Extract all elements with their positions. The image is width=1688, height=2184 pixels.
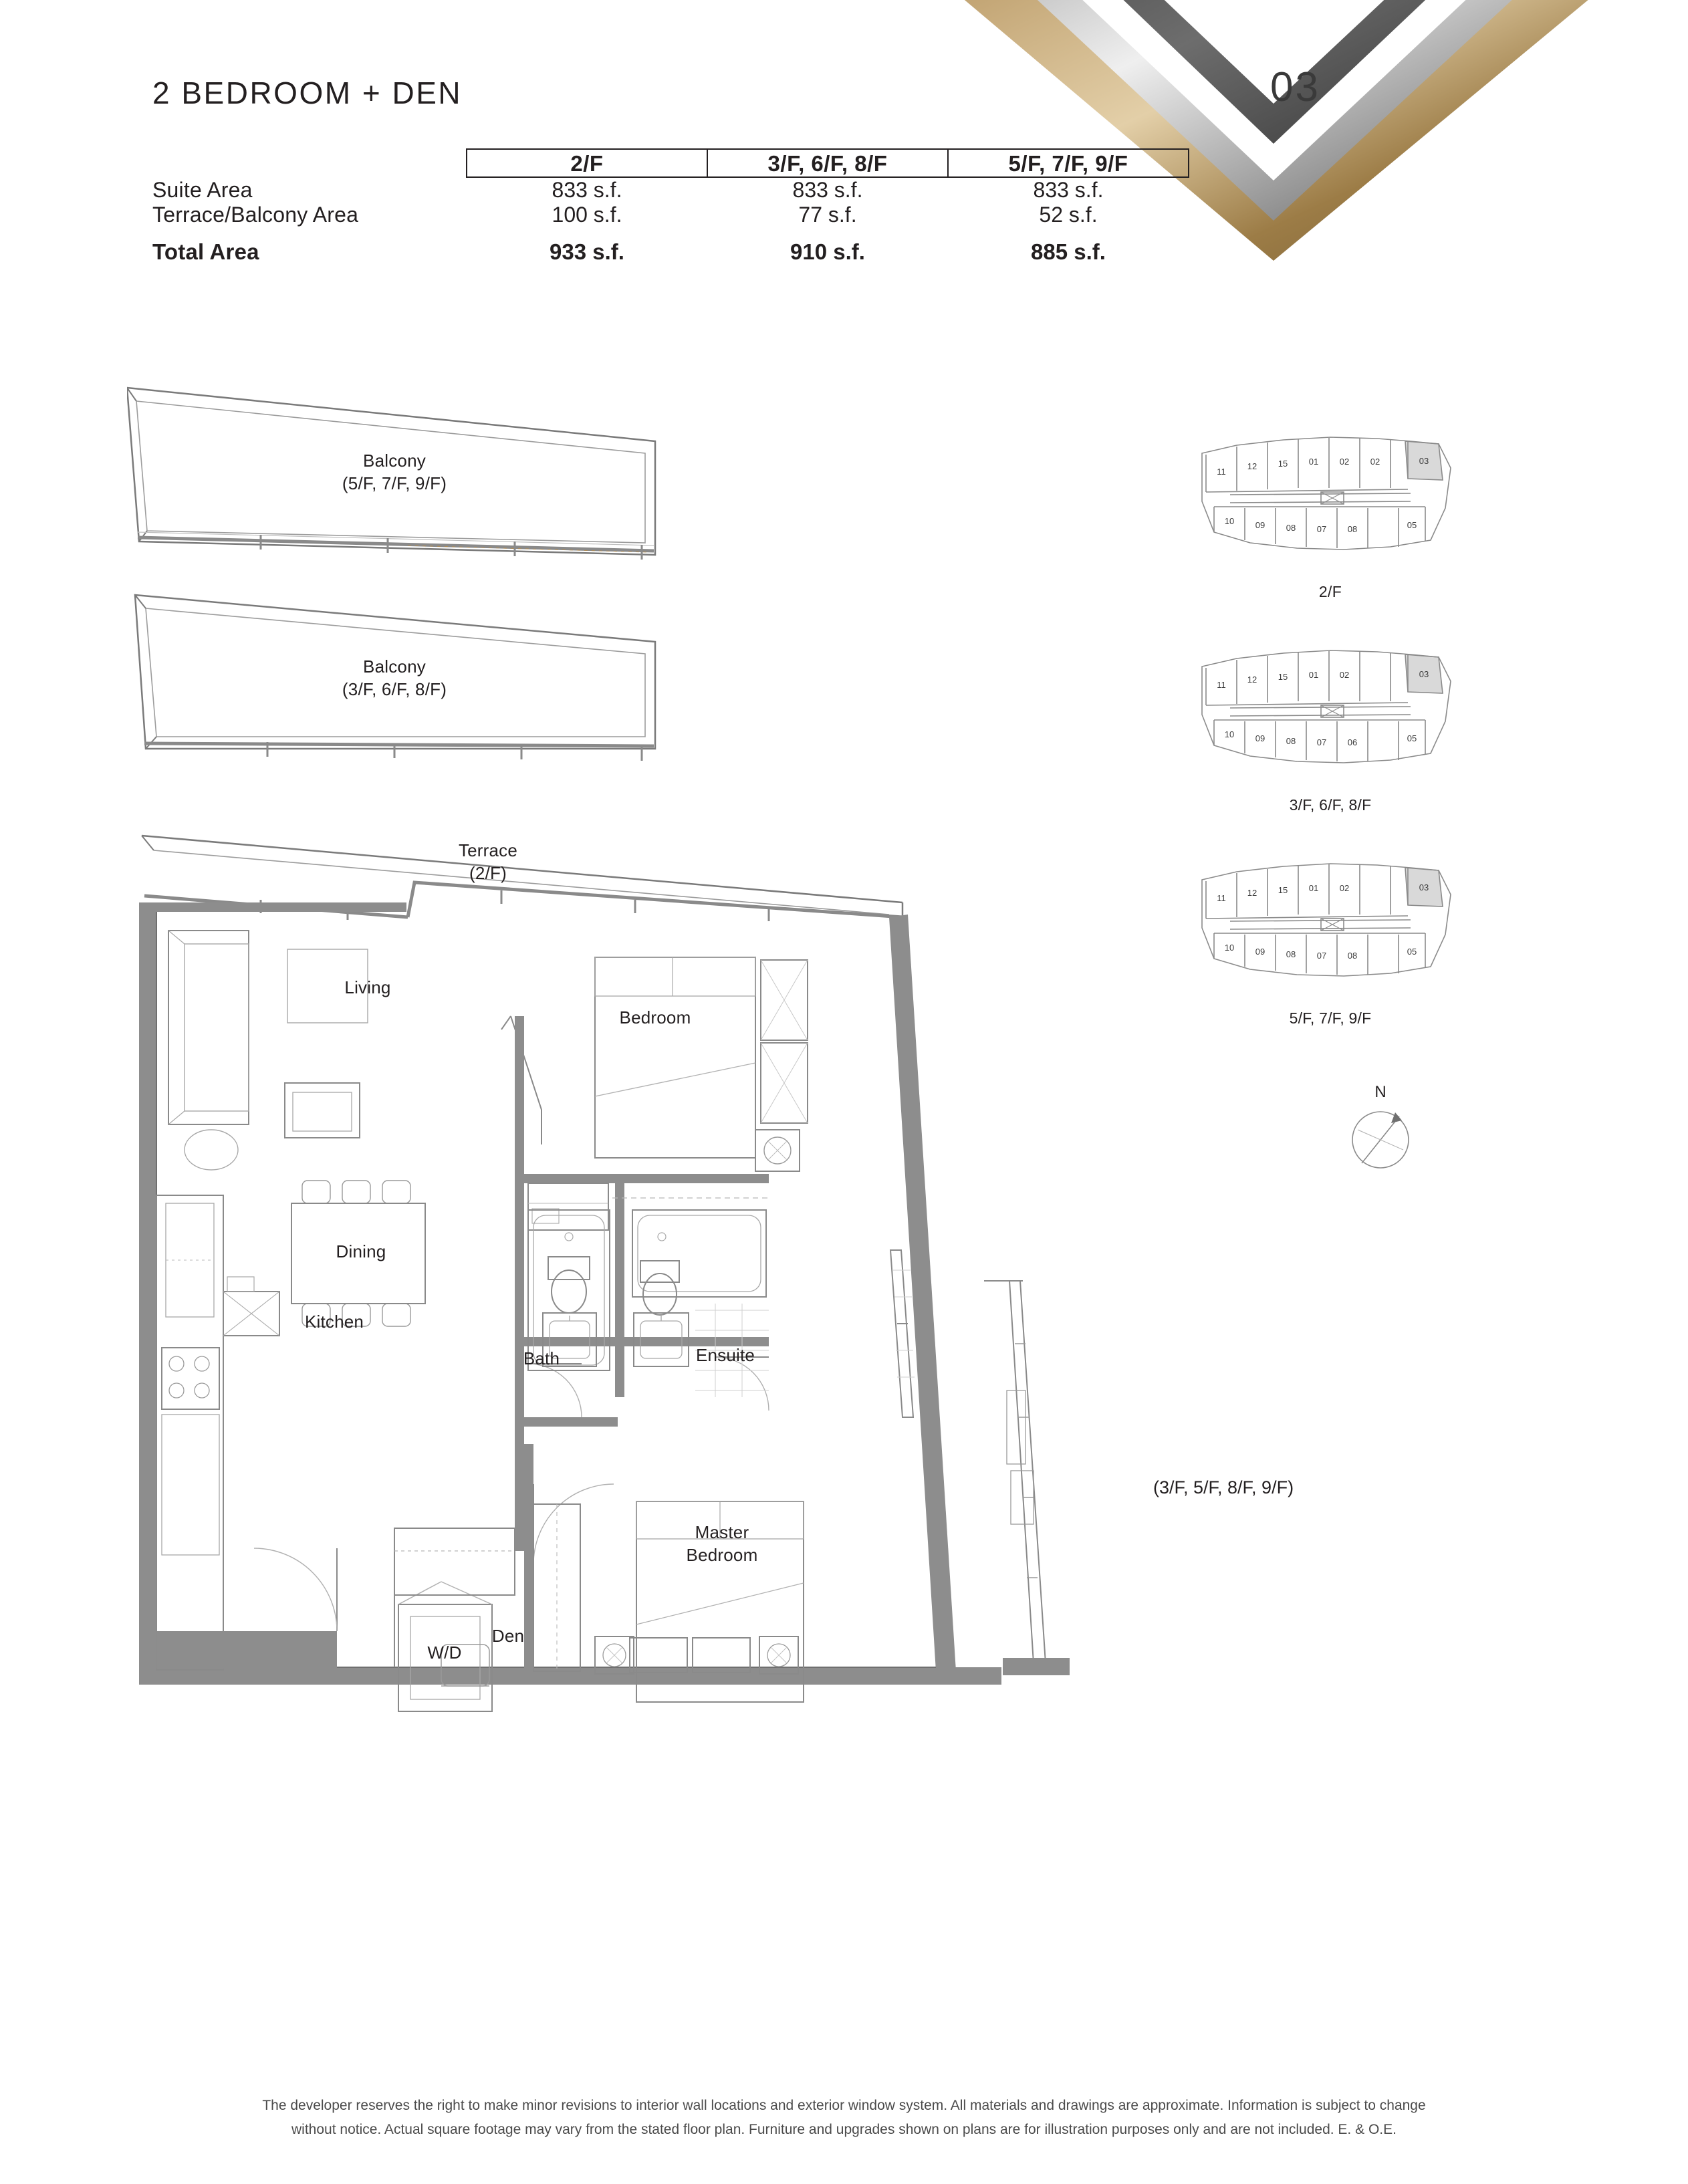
keyplate-368f-unit-05: 05 [1407, 733, 1417, 743]
disclaimer [0, 2094, 1688, 2143]
label-balcony-lower-name: Balcony [363, 656, 426, 677]
keyplate-368f-unit-12: 12 [1247, 675, 1257, 685]
keyplate-2f-unit-08b: 08 [1347, 524, 1358, 534]
area-row-terrace-val-0: 100 s.f. [552, 203, 622, 227]
label-terrace-name: Terrace [458, 840, 518, 860]
area-row-total-val-2: 885 s.f. [1031, 239, 1106, 264]
area-table-corner [152, 149, 467, 177]
alt-window-detail [984, 1281, 1070, 1675]
area-table-col-header-0: 2/F [467, 149, 707, 177]
label-bath: Bath [523, 1348, 560, 1368]
area-row-terrace-val-2: 52 s.f. [1039, 203, 1098, 227]
label-terrace-floors: (2/F) [469, 863, 507, 884]
label-den: Den [491, 1626, 525, 1646]
keyplate-2f-unit-03: 03 [1419, 456, 1429, 466]
keyplate-2f-unit-15: 15 [1278, 459, 1288, 469]
floor-plan [127, 374, 1163, 2059]
keyplate-2f-unit-11: 11 [1217, 467, 1226, 477]
keyplate-2f-unit-12: 12 [1247, 461, 1257, 471]
keyplate-579f-unit-02: 02 [1339, 883, 1350, 893]
label-kitchen: Kitchen [304, 1312, 364, 1332]
keyplate-368f-unit-15: 15 [1278, 672, 1288, 682]
keyplate-2f-unit-01: 01 [1308, 457, 1319, 467]
keyplate-579f-unit-15: 15 [1278, 885, 1288, 895]
area-table [152, 148, 1189, 265]
keyplate-579f-unit-12: 12 [1247, 888, 1257, 898]
area-row-label-terrace: Terrace/Balcony Area [152, 203, 359, 227]
label-washer-dryer: W/D [427, 1643, 462, 1663]
keyplate-368f-unit-01: 01 [1308, 670, 1319, 680]
area-table-col-header-1: 3/F, 6/F, 8/F [707, 149, 948, 177]
window-note: (3/F, 5/F, 8/F, 9/F) [1153, 1477, 1294, 1497]
keyplate-368f-unit-02: 02 [1339, 670, 1350, 680]
keyplate-579f-unit-09: 09 [1255, 947, 1265, 957]
suite-walls [139, 902, 1001, 1685]
keyplate-caption-2f: 2/F [1318, 583, 1342, 600]
floor-plan-drawing [127, 374, 1163, 2059]
keyplate-368f-unit-03: 03 [1419, 669, 1429, 679]
window-wall-detail [890, 1250, 915, 1417]
keyplate-579f-unit-08: 08 [1286, 949, 1296, 959]
area-row-terrace-val-1: 77 s.f. [798, 203, 857, 227]
page-title: 2 BEDROOM + DEN [152, 76, 463, 110]
keyplate-caption-368f: 3/F, 6/F, 8/F [1289, 796, 1372, 814]
keyplate-368f-unit-07: 07 [1316, 737, 1327, 747]
label-balcony-upper-floors: (5/F, 7/F, 9/F) [342, 473, 447, 494]
area-table-header-row [152, 149, 1189, 177]
area-row-total-val-1: 910 s.f. [790, 239, 865, 264]
keyplate-2f-unit-02b: 02 [1370, 457, 1380, 467]
keyplate-368f-unit-06: 06 [1347, 737, 1358, 747]
compass-icon [1340, 1103, 1421, 1177]
label-bedroom: Bedroom [619, 1007, 691, 1027]
compass [1340, 1083, 1421, 1180]
label-balcony-upper-name: Balcony [363, 451, 426, 471]
area-row-suite-val-2: 833 s.f. [1033, 178, 1104, 202]
label-balcony-lower [328, 655, 461, 701]
keyplate-368f-unit-11: 11 [1217, 680, 1226, 690]
key-plate-579f [1190, 854, 1471, 1027]
disclaimer-line-2: without notice. Actual square footage may vary from the stated floor plan. Furniture and upgrades shown on plans are for illustration purposes only and are not included. E. & O.E. [291, 2122, 1397, 2138]
keyplate-2f-unit-07: 07 [1316, 524, 1327, 534]
keyplate-368f-unit-08: 08 [1286, 736, 1296, 746]
compass-north-label: N [1374, 1083, 1386, 1101]
keyplate-2f-unit-02: 02 [1339, 457, 1350, 467]
keyplate-368f-unit-09: 09 [1255, 733, 1265, 743]
keyplate-caption-579f: 5/F, 7/F, 9/F [1289, 1009, 1372, 1027]
area-row-label-suite: Suite Area [152, 178, 253, 202]
label-balcony-upper [328, 449, 461, 495]
keyplate-2f-unit-10: 10 [1224, 516, 1235, 526]
keyplate-579f-unit-03: 03 [1419, 882, 1429, 892]
area-row-suite-val-1: 833 s.f. [792, 178, 863, 202]
bedroom-furniture [528, 957, 808, 1230]
label-master-bedroom-line1: Master [695, 1522, 749, 1542]
keyplate-2f-unit-08: 08 [1286, 523, 1296, 533]
kitchen-fixtures [156, 1195, 337, 1670]
area-table-col-header-2: 5/F, 7/F, 9/F [948, 149, 1189, 177]
keyplate-579f-unit-08b: 08 [1347, 951, 1358, 961]
label-dining: Dining [336, 1241, 386, 1261]
ensuite-fixtures [632, 1210, 769, 1397]
keyplate-368f-unit-10: 10 [1224, 729, 1235, 739]
label-master-bedroom [665, 1521, 779, 1567]
area-row-label-total: Total Area [152, 239, 259, 264]
area-row-total-val-0: 933 s.f. [550, 239, 624, 264]
keyplate-2f-unit-09: 09 [1255, 520, 1265, 530]
label-master-bedroom-line2: Bedroom [686, 1545, 758, 1566]
label-balcony-lower-floors: (3/F, 6/F, 8/F) [342, 679, 447, 700]
table-row [152, 227, 1189, 265]
disclaimer-line-1: The developer reserves the right to make minor revisions to interior wall locations and exterior window system. All materials and drawings are approximate. Information is subject to change [262, 2097, 1426, 2113]
table-row [152, 177, 1189, 203]
key-plate-group [1190, 428, 1471, 1068]
keyplate-579f-unit-07: 07 [1316, 951, 1327, 961]
keyplate-579f-unit-11: 11 [1217, 893, 1226, 903]
key-plate-368f [1190, 641, 1471, 814]
living-room-furniture [168, 931, 368, 1170]
keyplate-579f-unit-05: 05 [1407, 947, 1417, 957]
unit-number: 03 [1270, 64, 1320, 110]
area-row-suite-val-0: 833 s.f. [552, 178, 622, 202]
label-ensuite: Ensuite [695, 1345, 755, 1365]
table-row [152, 203, 1189, 227]
keyplate-579f-unit-01: 01 [1308, 883, 1319, 893]
label-terrace [428, 839, 548, 885]
keyplate-2f-unit-05: 05 [1407, 520, 1417, 530]
keyplate-579f-unit-10: 10 [1224, 943, 1235, 953]
label-living: Living [344, 977, 391, 997]
key-plate-2f [1190, 428, 1471, 601]
